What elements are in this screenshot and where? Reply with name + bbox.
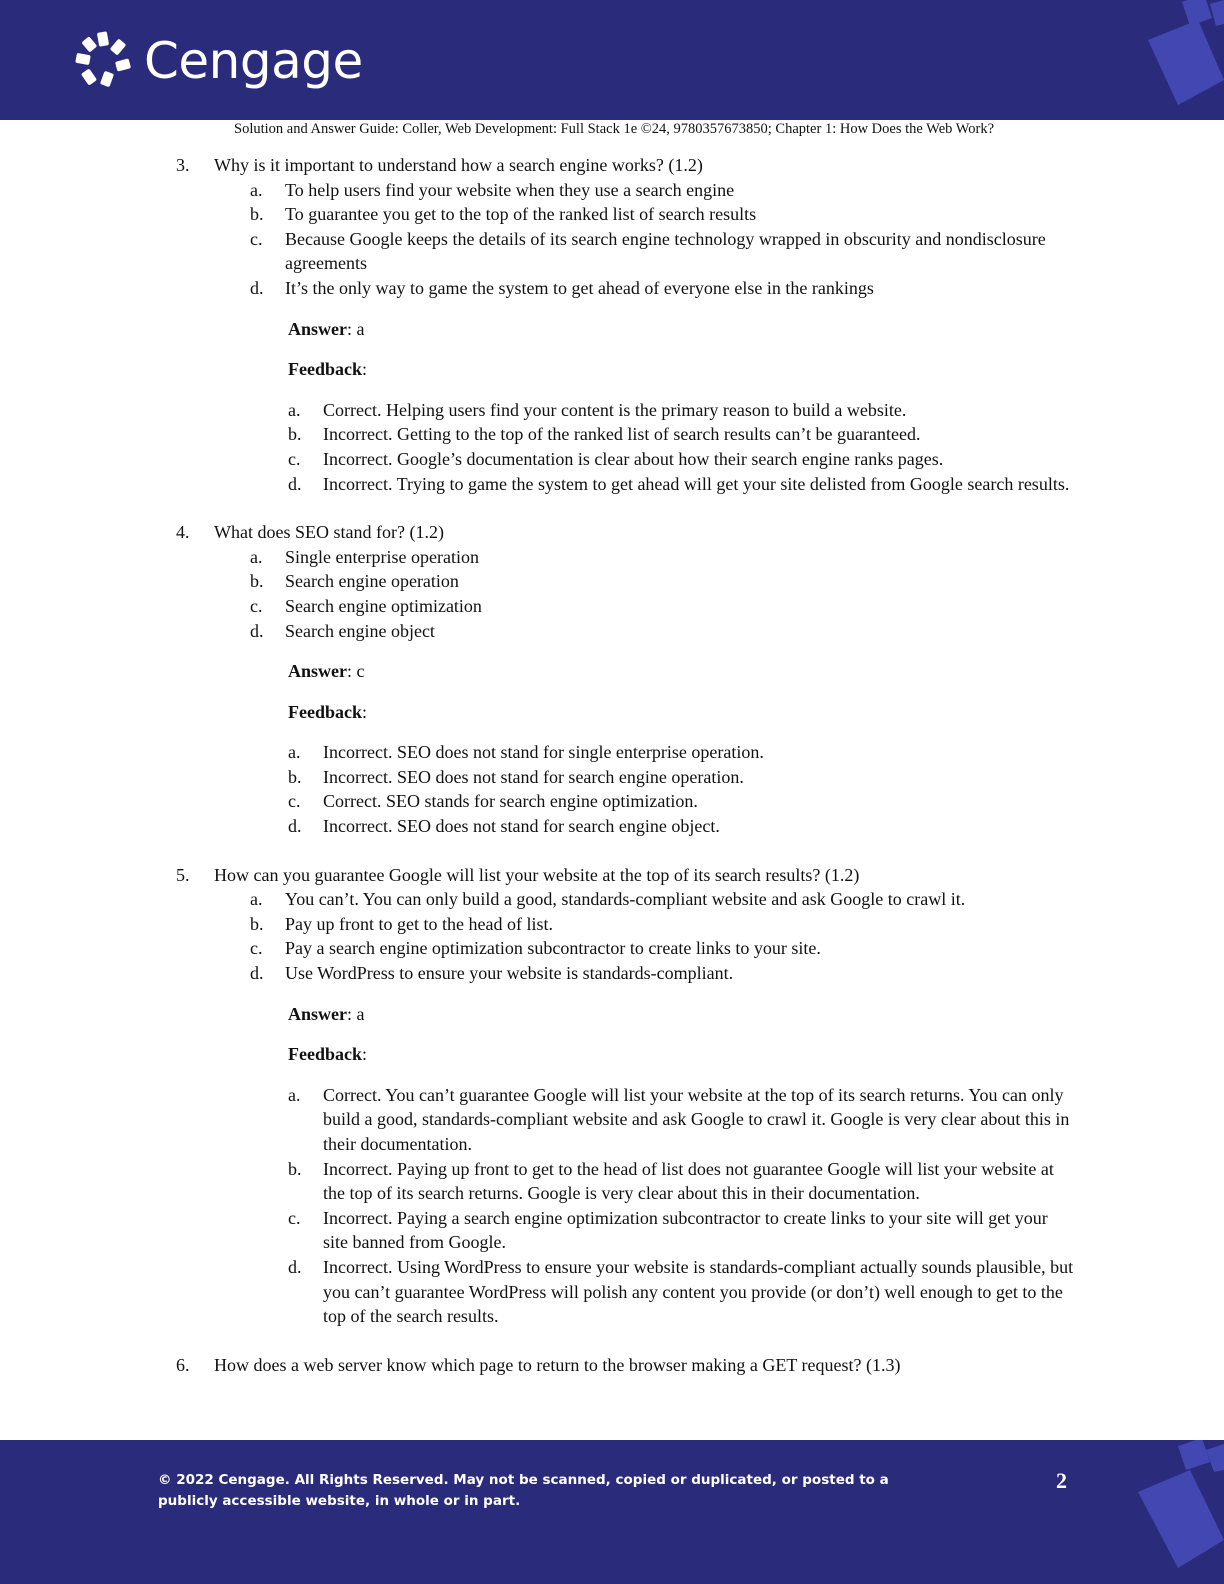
option-item — [214, 594, 1076, 619]
option-item — [214, 961, 1076, 986]
cengage-logo-icon — [72, 30, 134, 92]
feedback-text: Incorrect. Trying to game the system to get ahead will get your site delisted from Google search results. — [323, 473, 1070, 494]
option-item — [214, 569, 1076, 594]
running-head: Solution and Answer Guide: Coller, Web Development: Full Stack 1e ©24, 9780357673850; Chapter 1: How Does the Web Work? — [234, 121, 995, 137]
option-letter: b. — [250, 913, 264, 934]
page-header — [0, 0, 1224, 120]
feedback-item — [214, 1255, 1076, 1329]
feedback-letter: c. — [288, 1207, 301, 1228]
feedback-text: Incorrect. SEO does not stand for search engine object. — [323, 816, 720, 837]
feedback-heading: Feedback: — [288, 1044, 368, 1065]
answer-label: Answer — [288, 318, 347, 339]
feedback-letter: b. — [288, 424, 302, 445]
option-item — [214, 887, 1076, 912]
page-footer — [0, 1440, 1224, 1584]
feedback-text: Correct. SEO stands for search engine optimization. — [323, 791, 698, 812]
feedback-list — [214, 1083, 1076, 1329]
document-body — [176, 153, 1076, 1377]
feedback-text: Incorrect. Paying up front to get to the head of list does not guarantee Google will list your website at the top of its search returns. Google is very clear about this in their documentation. — [323, 1158, 1054, 1204]
option-text: To guarantee you get to the top of the ranked list of search results — [285, 204, 757, 225]
question-number: 3. — [176, 155, 190, 175]
option-text: To help users find your website when they use a search engine — [285, 179, 735, 200]
option-text: Search engine operation — [285, 571, 459, 592]
answer-line: Answer: a — [288, 318, 365, 339]
brand-name: Cengage — [144, 32, 363, 90]
option-item — [214, 227, 1076, 276]
option-letter: b. — [250, 204, 264, 225]
feedback-letter: b. — [288, 1158, 302, 1179]
feedback-letter: d. — [288, 816, 302, 837]
feedback-text: Incorrect. Google’s documentation is clear about how their search engine ranks pages. — [323, 448, 944, 469]
feedback-letter: d. — [288, 473, 302, 494]
option-letter: c. — [250, 938, 263, 959]
feedback-list — [214, 740, 1076, 838]
feedback-text: Correct. Helping users find your content is the primary reason to build a website. — [323, 399, 907, 420]
option-text: Pay up front to get to the head of list. — [285, 913, 553, 934]
question-6 — [176, 1353, 1076, 1378]
option-text: Pay a search engine optimization subcontractor to create links to your site. — [285, 938, 821, 959]
feedback-label: Feedback — [288, 359, 362, 380]
feedback-item — [214, 814, 1076, 839]
option-letter: b. — [250, 571, 264, 592]
feedback-item — [214, 447, 1076, 472]
copyright-notice: © 2022 Cengage. All Rights Reserved. May not be scanned, copied or duplicated, or posted to a publicly accessible website, in whole or in part. — [158, 1472, 889, 1509]
option-text: You can’t. You can only build a good, standards-compliant website and ask Google to crawl it. — [285, 889, 966, 910]
feedback-letter: a. — [288, 1084, 301, 1105]
option-letter: d. — [250, 277, 264, 298]
feedback-item — [214, 472, 1076, 497]
feedback-item — [214, 422, 1076, 447]
option-letter: c. — [250, 595, 263, 616]
feedback-item — [214, 740, 1076, 765]
question-number: 6. — [176, 1354, 190, 1375]
feedback-text: Incorrect. Using WordPress to ensure your website is standards-compliant actually sounds plausible, but you can’t guarantee WordPress will polish any content you provide (or don’t) well enough to get to the top of the search results. — [323, 1256, 1074, 1327]
question-text: How does a web server know which page to return to the browser making a GET request? (1.3) — [214, 1354, 901, 1375]
option-letter: d. — [250, 620, 264, 641]
question-number: 5. — [176, 864, 190, 885]
question-4 — [176, 520, 1076, 839]
option-text: It’s the only way to game the system to get ahead of everyone else in the rankings — [285, 277, 874, 298]
option-item — [214, 202, 1076, 227]
question-number: 4. — [176, 522, 190, 543]
feedback-letter: d. — [288, 1256, 302, 1277]
option-item — [214, 936, 1076, 961]
feedback-item — [214, 1083, 1076, 1157]
option-text: Search engine object — [285, 620, 435, 641]
question-text: How can you guarantee Google will list your website at the top of its search results? (1.2) — [214, 864, 860, 885]
header-decoration-icon — [1138, 0, 1224, 120]
page-number: 2 — [1056, 1468, 1067, 1493]
cengage-logo — [72, 30, 363, 92]
options-list — [214, 178, 1076, 301]
answer-label: Answer — [288, 661, 347, 682]
answer-line: Answer: a — [288, 1003, 365, 1024]
options-list — [214, 887, 1076, 985]
question-text: What does SEO stand for? (1.2) — [214, 522, 444, 543]
answer-value: a — [356, 1003, 365, 1024]
feedback-text: Incorrect. Paying a search engine optimization subcontractor to create links to your site will get your site banned from Google. — [323, 1207, 1048, 1253]
answer-line: Answer: c — [288, 661, 365, 682]
options-list — [214, 545, 1076, 643]
feedback-text: Incorrect. SEO does not stand for single enterprise operation. — [323, 742, 764, 763]
feedback-text: Incorrect. SEO does not stand for search engine operation. — [323, 766, 744, 787]
option-item — [214, 276, 1076, 301]
question-text: Why is it important to understand how a search engine works? (1.2) — [214, 155, 703, 175]
answer-label: Answer — [288, 1003, 347, 1024]
feedback-item — [214, 1157, 1076, 1206]
feedback-heading: Feedback: — [288, 359, 368, 380]
feedback-letter: a. — [288, 742, 301, 763]
option-item — [214, 545, 1076, 570]
option-item — [214, 619, 1076, 644]
feedback-heading: Feedback: — [288, 701, 368, 722]
feedback-list — [214, 398, 1076, 496]
question-3 — [176, 153, 1076, 496]
option-item — [214, 178, 1076, 203]
feedback-text: Correct. You can’t guarantee Google will list your website at the top of its search returns. You can only build a good, standards-compliant website and ask Google to crawl it. Google is very clear about this in their documentation. — [323, 1084, 1070, 1154]
feedback-letter: c. — [288, 791, 301, 812]
option-letter: a. — [250, 889, 263, 910]
feedback-text: Incorrect. Getting to the top of the ranked list of search results can’t be guaranteed. — [323, 424, 921, 445]
option-letter: c. — [250, 228, 263, 249]
feedback-label: Feedback — [288, 701, 362, 722]
feedback-letter: c. — [288, 448, 301, 469]
feedback-item — [214, 398, 1076, 423]
feedback-item — [214, 789, 1076, 814]
answer-value: c — [356, 661, 365, 682]
feedback-item — [214, 765, 1076, 790]
option-letter: a. — [250, 546, 263, 567]
question-5 — [176, 863, 1076, 1329]
option-letter: a. — [250, 179, 263, 200]
feedback-label: Feedback — [288, 1044, 362, 1065]
option-text: Use WordPress to ensure your website is standards-compliant. — [285, 963, 734, 984]
feedback-letter: a. — [288, 399, 301, 420]
option-text: Because Google keeps the details of its search engine technology wrapped in obscurity and nondisclosure agreements — [285, 228, 1046, 274]
answer-value: a — [356, 318, 365, 339]
feedback-item — [214, 1206, 1076, 1255]
option-text: Single enterprise operation — [285, 546, 479, 567]
option-item — [214, 912, 1076, 937]
option-text: Search engine optimization — [285, 595, 482, 616]
option-letter: d. — [250, 963, 264, 984]
feedback-letter: b. — [288, 766, 302, 787]
footer-decoration-icon — [1128, 1440, 1224, 1584]
